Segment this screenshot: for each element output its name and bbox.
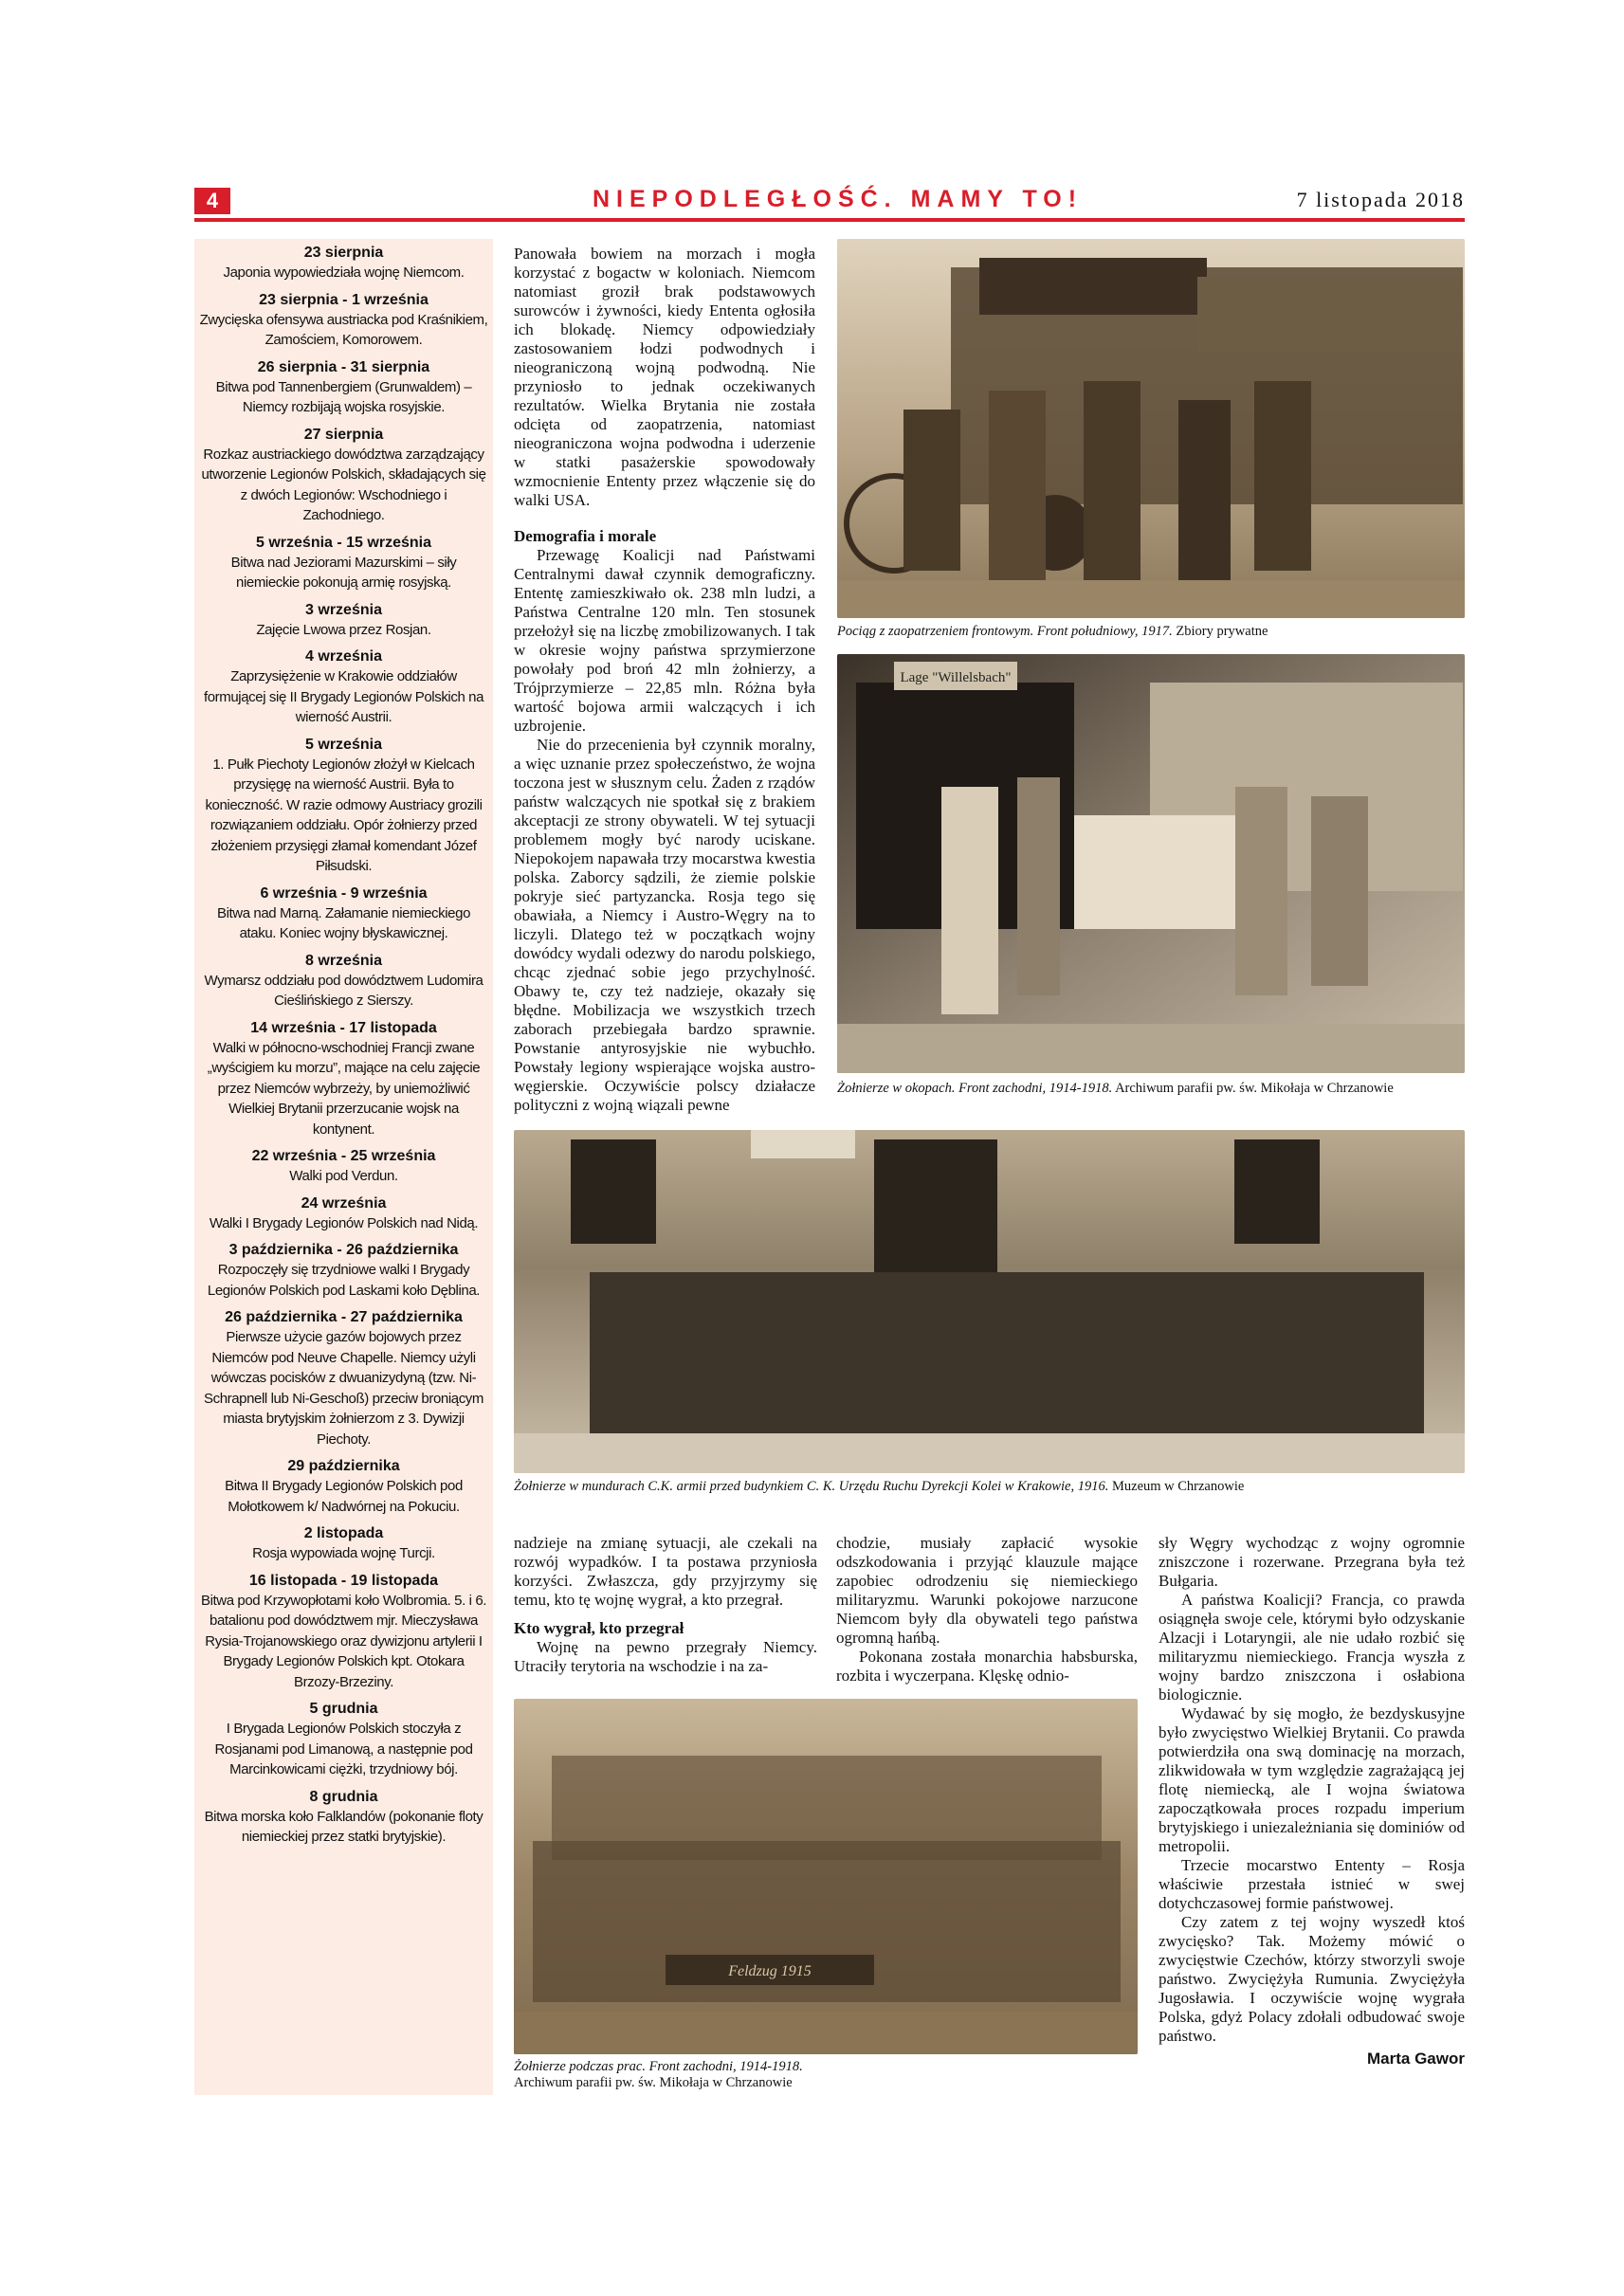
timeline-entry: [199, 600, 488, 641]
feldzug-board: Feldzug 1915: [728, 1963, 812, 1979]
photo-caption-trench: Żołnierze w okopach. Front zachodni, 1914-1918. Archiwum parafii pw. św. Mikołaja w Chrzanowie: [837, 1081, 1394, 1096]
timeline-text: Wymarsz oddziału pod dowództwem Ludomira Cieślińskiego z Sierszy.: [204, 972, 484, 1009]
timeline-text: Rozkaz austriackiego dowództwa zarządzający utworzenie Legionów Polskich, składających się z dwóch Legionów: Wschodniego i Zachodniego.: [201, 446, 486, 523]
photo-caption-work: Żołnierze podczas prac. Front zachodni, 1914-1918. Archiwum parafii pw. św. Mikołaja w Chrzanowie: [514, 2059, 803, 2090]
timeline-date: 23 sierpnia: [303, 245, 384, 261]
timeline-entry: [199, 647, 488, 728]
timeline-entry: [199, 1146, 488, 1187]
timeline-text: Walki w północno-wschodniej Francji zwane „wyścigiem ku morzu”, mające na celu zajęcie przez Niemców wybrzeży, by uniemożliwić Wielkiej Brytanii przerzucanie wojsk na kontynent.: [207, 1039, 481, 1138]
timeline-text: Zwycięska ofensywa austriacka pod Kraśnikiem, Zamościem, Komorowem.: [199, 311, 488, 348]
timeline-date: 3 września: [305, 601, 382, 618]
timeline-date: 8 grudnia: [309, 1788, 378, 1805]
timeline-date: 14 września - 17 listopada: [250, 1019, 437, 1036]
timeline-date: 5 grudnia: [309, 1701, 378, 1717]
timeline-entry: [199, 1699, 488, 1780]
timeline-text: Rosja wypowiada wojnę Turcji.: [252, 1545, 435, 1561]
timeline-sidebar: [194, 239, 493, 2095]
photo-soldiers-work: [514, 1699, 1138, 2054]
timeline-entry: [199, 735, 488, 877]
timeline-date: 3 października - 26 października: [228, 1242, 459, 1258]
timeline-text: Walki pod Verdun.: [289, 1168, 398, 1184]
timeline-date: 27 sierpnia: [303, 426, 384, 443]
photo-caption-uniforms: Żołnierze w mundurach C.K. armii przed budynkiem C. K. Urzędu Ruchu Dyrekcji Kolei w Krakowie, 1916. Muzeum w Chrzanowie: [514, 1479, 1245, 1494]
article-column-1-lower: [514, 1534, 817, 1676]
timeline-text: Bitwa nad Marną. Załamanie niemieckiego ataku. Koniec wojny błyskawicznej.: [216, 904, 471, 941]
page-number: 4: [194, 188, 230, 214]
timeline-date: 26 sierpnia - 31 sierpnia: [257, 358, 430, 375]
timeline-date: 29 października: [287, 1458, 400, 1474]
timeline-text: Bitwa nad Jeziorami Mazurskimi – siły niemieckie pokonują armię rosyjską.: [230, 554, 457, 591]
timeline-entry: [199, 884, 488, 944]
timeline-date: 26 października - 27 października: [225, 1309, 463, 1325]
issue-date: 7 listopada 2018: [1296, 188, 1465, 211]
timeline-text: Japonia wypowiedziała wojnę Niemcom.: [223, 264, 465, 281]
timeline-text: I Brygada Legionów Polskich stoczyła z Rosjanami pod Limanową, a następnie pod Marcinkowicami ciężki, trzydniowy bój.: [214, 1721, 473, 1777]
timeline-entry: [199, 243, 488, 283]
timeline-entry: [199, 290, 488, 351]
page-header: [194, 188, 1465, 218]
timeline-text: Bitwa pod Tannenbergiem (Grunwaldem) – Niemcy rozbijają wojska rosyjskie.: [215, 378, 472, 415]
header-rule: [194, 218, 1465, 222]
timeline-date: 8 września: [305, 952, 382, 969]
timeline-date: 23 sierpnia - 1 września: [259, 291, 429, 308]
article-paragraph: Czy zatem z tej wojny wyszedł ktoś zwycięsko? Tak. Możemy mówić o zwycięstwie Czechów, którzy stworzyli swoje państwo. Zwyciężyła Rumunia. Zwyciężyła Jugosławia. I oczywiście wojnę wygrała Polska, gdyż Polacy zdołali odbudować swoje państwo.: [1159, 1913, 1465, 2045]
timeline-text: Zajęcie Lwowa przez Rosjan.: [256, 621, 431, 638]
timeline-entry: [199, 1456, 488, 1517]
timeline-entry: [199, 1787, 488, 1848]
timeline-text: 1. Pułk Piechoty Legionów złożył w Kielcach przysięgę na wierność Austrii. Była to konieczność. W razie odmowy Austriacy grozili rozwiązaniem oddziału. Opór żołnierzy przed złożeniem przysięgi złamał komendant Józef Piłsudski.: [205, 756, 483, 874]
article-column-3-lower: [1159, 1534, 1465, 2068]
timeline-entry: [199, 1307, 488, 1449]
timeline-date: 16 listopada - 19 listopada: [248, 1572, 439, 1589]
timeline-entry: [199, 1240, 488, 1301]
photo-soldiers-uniforms: [514, 1130, 1465, 1473]
timeline-text: Pierwsze użycie gazów bojowych przez Niemców pod Neuve Chapelle. Niemcy użyli wówczas pocisków z dwuanizydyną (tzw. Ni-Schrapnell lub Ni-Geschoß) przeciw broniącym miasta brytyjskim żołnierzom z 3. Dywizji Piechoty.: [203, 1329, 484, 1448]
trench-sign: Lage "Willelsbach": [900, 670, 1012, 685]
timeline-text: Walki I Brygady Legionów Polskich nad Nidą.: [209, 1214, 479, 1231]
article-paragraph: Wydawać by się mogło, że bezdyskusyjne było zwycięstwo Wielkiej Brytanii. Co prawda potwierdziła ona swą dominację na morzach, zlikwidowała w tym względzie zagrażającą jej flotę niemiecką, ale I wojna światowa zapoczątkowała proces rozpadu imperium brytyjskiego i uniezależniania się dominiów od metropolii.: [1159, 1704, 1465, 1855]
timeline-entry: [199, 425, 488, 526]
timeline-entry: [199, 1018, 488, 1140]
section-heading: Demografia i morale: [514, 527, 657, 545]
section-heading: Kto wygrał, kto przegrał: [514, 1619, 684, 1637]
photo-trench-soldiers: [837, 654, 1465, 1073]
timeline-date: 5 września - 15 września: [256, 534, 431, 551]
newspaper-title: NIEPODLEGŁOŚĆ. MAMY TO!: [593, 186, 1084, 212]
article-paragraph: Pokonana została monarchia habsburska, rozbita i wyczerpana. Klęskę odnio-: [836, 1648, 1138, 1685]
timeline-text: Rozpoczęły się trzydniowe walki I Brygady Legionów Polskich pod Laskami koło Dęblina.: [207, 1262, 481, 1299]
timeline-date: 4 września: [305, 648, 382, 665]
timeline-date: 5 września: [305, 736, 382, 753]
timeline-entry: [199, 1194, 488, 1234]
article-paragraph: A państwa Koalicji? Francja, co prawda osiągnęła swoje cele, którymi było odzyskanie Alzacji i Lotaryngii, ale nie udało rozbić się militaryzmu niemieckiego. Francja wyszła z wojny bardzo zniszczona i osłabiona biologicznie.: [1159, 1591, 1465, 1704]
article-paragraph: sły Węgry wychodząc z wojny ogromnie zniszczone i rozerwane. Przegrana była też Bułgaria.: [1159, 1534, 1465, 1590]
timeline-text: Bitwa II Brygady Legionów Polskich pod Mołotkowem k/ Nadwórnej na Pokuciu.: [225, 1478, 463, 1515]
article-author: Marta Gawor: [1367, 2050, 1465, 2068]
article-column-1: [514, 245, 815, 1115]
timeline-text: Zaprzysiężenie w Krakowie oddziałów formującej się II Brygady Legionów Polskich na wierność Austrii.: [203, 668, 484, 725]
photo-caption-train: Pociąg z zaopatrzeniem frontowym. Front południowy, 1917. Zbiory prywatne: [837, 624, 1268, 639]
timeline-entry: [199, 357, 488, 418]
timeline-entry: [199, 1523, 488, 1564]
article-paragraph: Trzecie mocarstwo Ententy – Rosja właściwie przestała istnieć w swej dotychczasowej formie państwowej.: [1159, 1856, 1465, 1912]
timeline-text: Bitwa pod Krzywopłotami koło Wolbromia. 5. i 6. batalionu pod dowództwem mjr. Mieczysława Rysia-Trojanowskiego oraz dywizjonu artylerii I Brygady Legionów Polskich kpt. Otokara Brzozy-Brzeziny.: [200, 1592, 487, 1690]
timeline-entry: [199, 533, 488, 593]
article-paragraph: Nie do przecenienia był czynnik moralny, a więc uznanie przez społeczeństwo, że wojna toczona jest w słusznym celu. Żaden z rządów państw walczących nie spotkał się z brakiem akceptacji ze strony obywateli. W tej sytuacji problemem mogły być narody uciskane. Niepokojem napawała trzy mocarstwa kwestia polska. Zaborcy sądzili, że ziemie polskie pokryje sieć partyzancka. Rosja tego się obawiała, a Niemcy i Austro-Węgry na to liczyli. Dlatego też w początkach wojny dowódcy wydali odezwy do narodu polskiego, chcąc zjednać sobie jego przychylność. Obawy te, czy też nadzieje, okazały się błędne. Mobilizacja we wszystkich trzech zaborach przebiegała bardzo sprawnie. Powstanie antyrosyjskie nie wybuchło. Powstały legiony wspierające wojska austro-węgierskie. Oczywiście polscy działacze polityczni z wojną wiązali pewne: [514, 736, 815, 1114]
timeline-text: Bitwa morska koło Falklandów (pokonanie floty niemieckiej przez statki brytyjskie).: [204, 1808, 484, 1845]
article-paragraph: Wojnę na pewno przegrały Niemcy. Utraciły terytoria na wschodzie i na za-: [514, 1638, 817, 1675]
timeline-entry: [199, 1571, 488, 1693]
article-paragraph: nadzieje na zmianę sytuacji, ale czekali na rozwój wypadków. I ta postawa przyniosła korzyści. Zwłaszcza, gdy przyjrzymy się temu, kto tę wojnę wygrał, a kto przegrał.: [514, 1534, 817, 1609]
timeline-date: 24 września: [301, 1194, 387, 1212]
timeline-entry: [199, 951, 488, 1011]
timeline-date: 6 września - 9 września: [260, 884, 428, 902]
article-paragraph: Panowała bowiem na morzach i mogła korzystać z bogactw w koloniach. Niemcom natomiast groził brak podstawowych surowców i żywności, kiedy Ententa ogłosiła ich blokadę. Niemcy odpowiedziały zastosowaniem łodzi podwodnych i nieograniczoną wojną podwodną. Nie przyniosło to jednak oczekiwanych rezultatów. Wielka Brytania nie została odcięta od zaopatrzenia, natomiast nieograniczona wojna podwodna i uderzenie w statki pasażerskie spowodowały wzmocnienie Ententy przez włączenie się do walki USA.: [514, 245, 815, 509]
article-paragraph: chodzie, musiały zapłacić wysokie odszkodowania i przyjąć klauzule mające zapobiec odrodzeniu się niemieckiego militaryzmu. Warunki pokojowe narzucone Niemcom były dla obywateli tego państwa ogromną hańbą.: [836, 1534, 1138, 1647]
photo-supply-train: [837, 239, 1465, 618]
article-paragraph: Przewagę Koalicji nad Państwami Centralnymi dawał czynnik demograficzny. Ententę zamieszkiwało ok. 238 mln ludzi, a Państwa Centralne 120 mln. Ten stosunek przełożył się na liczbę zmobilizowanych. I tak w okresie wojny państwa sprzymierzone powołały pod broń 42 mln żołnierzy, a Trójprzymierze – 22,85 mln. Różna była wartość bojowa armii walczących i ich uzbrojenie.: [514, 546, 815, 735]
timeline-date: 2 listopada: [303, 1525, 384, 1541]
article-column-2-lower: [836, 1534, 1138, 1686]
timeline-date: 22 września - 25 września: [251, 1148, 436, 1164]
